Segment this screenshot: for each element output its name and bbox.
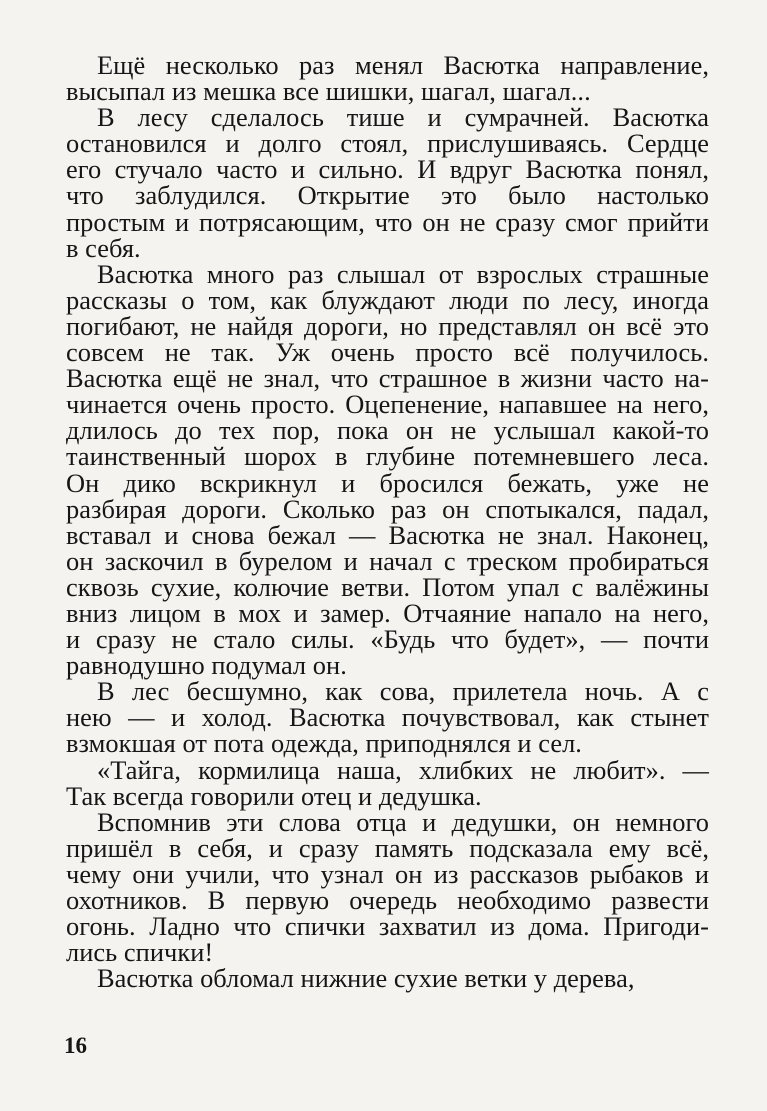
paragraph [66, 754, 709, 811]
paragraph [66, 963, 709, 994]
text-line: и сразу не стало силы. «Будь что будет», — почти [66, 624, 709, 655]
text-line: что заблудился. Открытие это было настолько [66, 180, 709, 211]
paragraph [66, 50, 709, 107]
paragraph [66, 104, 709, 261]
text-line: охотников. В первую очередь необходимо развести [66, 885, 709, 915]
text-line: совсем не так. Уж очень просто всё получилось. [66, 337, 709, 368]
text-line: остановился и долго стоял, прислушиваясь. Сердце [66, 128, 709, 159]
text-line: длилось до тех пор, пока он не услышал какой-то [66, 415, 709, 446]
text-line: простым и потрясающим, что он не сразу смог прийти [66, 206, 709, 237]
text-line: В лесу сделалось тише и сумрачней. Васютка [97, 102, 709, 133]
text-line: он заскочил в бурелом и начал с треском пробираться [66, 545, 709, 576]
text-line: нею — и холод. Васютка почувствовал, как стынет [66, 702, 709, 733]
paragraph [66, 258, 709, 681]
text-line: высыпал из мешка все шишки, шагал, шагал... [66, 76, 591, 107]
text-line: чему они учили, что узнал он из рассказов рыбаков и [66, 858, 709, 889]
text-line: Васютка обломал нижние сухие ветки у дерева, [97, 963, 635, 994]
text-line: чинается очень просто. Оцепенение, напавшее на него, [66, 389, 709, 420]
text-line: Ещё несколько раз менял Васютка направление, [97, 50, 709, 80]
text-line: вниз лицом в мох и замер. Отчаяние напало на него, [66, 597, 709, 628]
text-line: Вспомнив эти слова отца и дедушки, он немного [97, 806, 709, 837]
page-number: 16 [64, 1033, 87, 1058]
text-line: рассказы о том, как блуждают люди по лесу, иногда [66, 284, 709, 315]
text-line: пришёл в себя, и сразу память подсказала ему всё, [66, 832, 709, 863]
text-line: погибают, не найдя дороги, но представлял он всё это [66, 310, 709, 341]
page-text [66, 50, 709, 994]
text-line: огонь. Ладно что спички захватил из дома. Пригоди- [66, 911, 709, 942]
text-line: Васютка ещё не знал, что страшное в жизни часто на- [66, 363, 709, 394]
text-line: таинственный шорох в глубине потемневшего леса. [66, 441, 709, 472]
text-line: сквозь сухие, колючие ветви. Потом упал с валёжины [66, 571, 709, 602]
text-line: его стучало часто и сильно. И вдруг Васютка понял, [66, 154, 709, 185]
paragraph [66, 806, 709, 968]
paragraph [66, 676, 709, 759]
text-line: Он дико вскрикнул и бросился бежать, уже не [66, 467, 709, 498]
text-line: равнодушно подумал он. [66, 650, 347, 681]
text-line: В лес бесшумно, как сова, прилетела ночь. А с [97, 676, 709, 707]
text-line: разбирая дороги. Сколько раз он спотыкался, падал, [66, 493, 709, 524]
text-line: в себя. [66, 232, 141, 263]
text-line: Так всегда говорили отец и дедушка. [66, 780, 482, 811]
text-line: лись спички! [66, 937, 214, 968]
text-line: «Тайга, кормилица наша, хлибких не любит». — [97, 754, 709, 785]
text-line: взмокшая от пота одежда, приподнялся и сел. [66, 728, 582, 759]
text-line: вставал и снова бежал — Васютка не знал. Наконец, [66, 519, 709, 550]
text-line: Васютка много раз слышал от взрослых страшные [97, 258, 709, 289]
